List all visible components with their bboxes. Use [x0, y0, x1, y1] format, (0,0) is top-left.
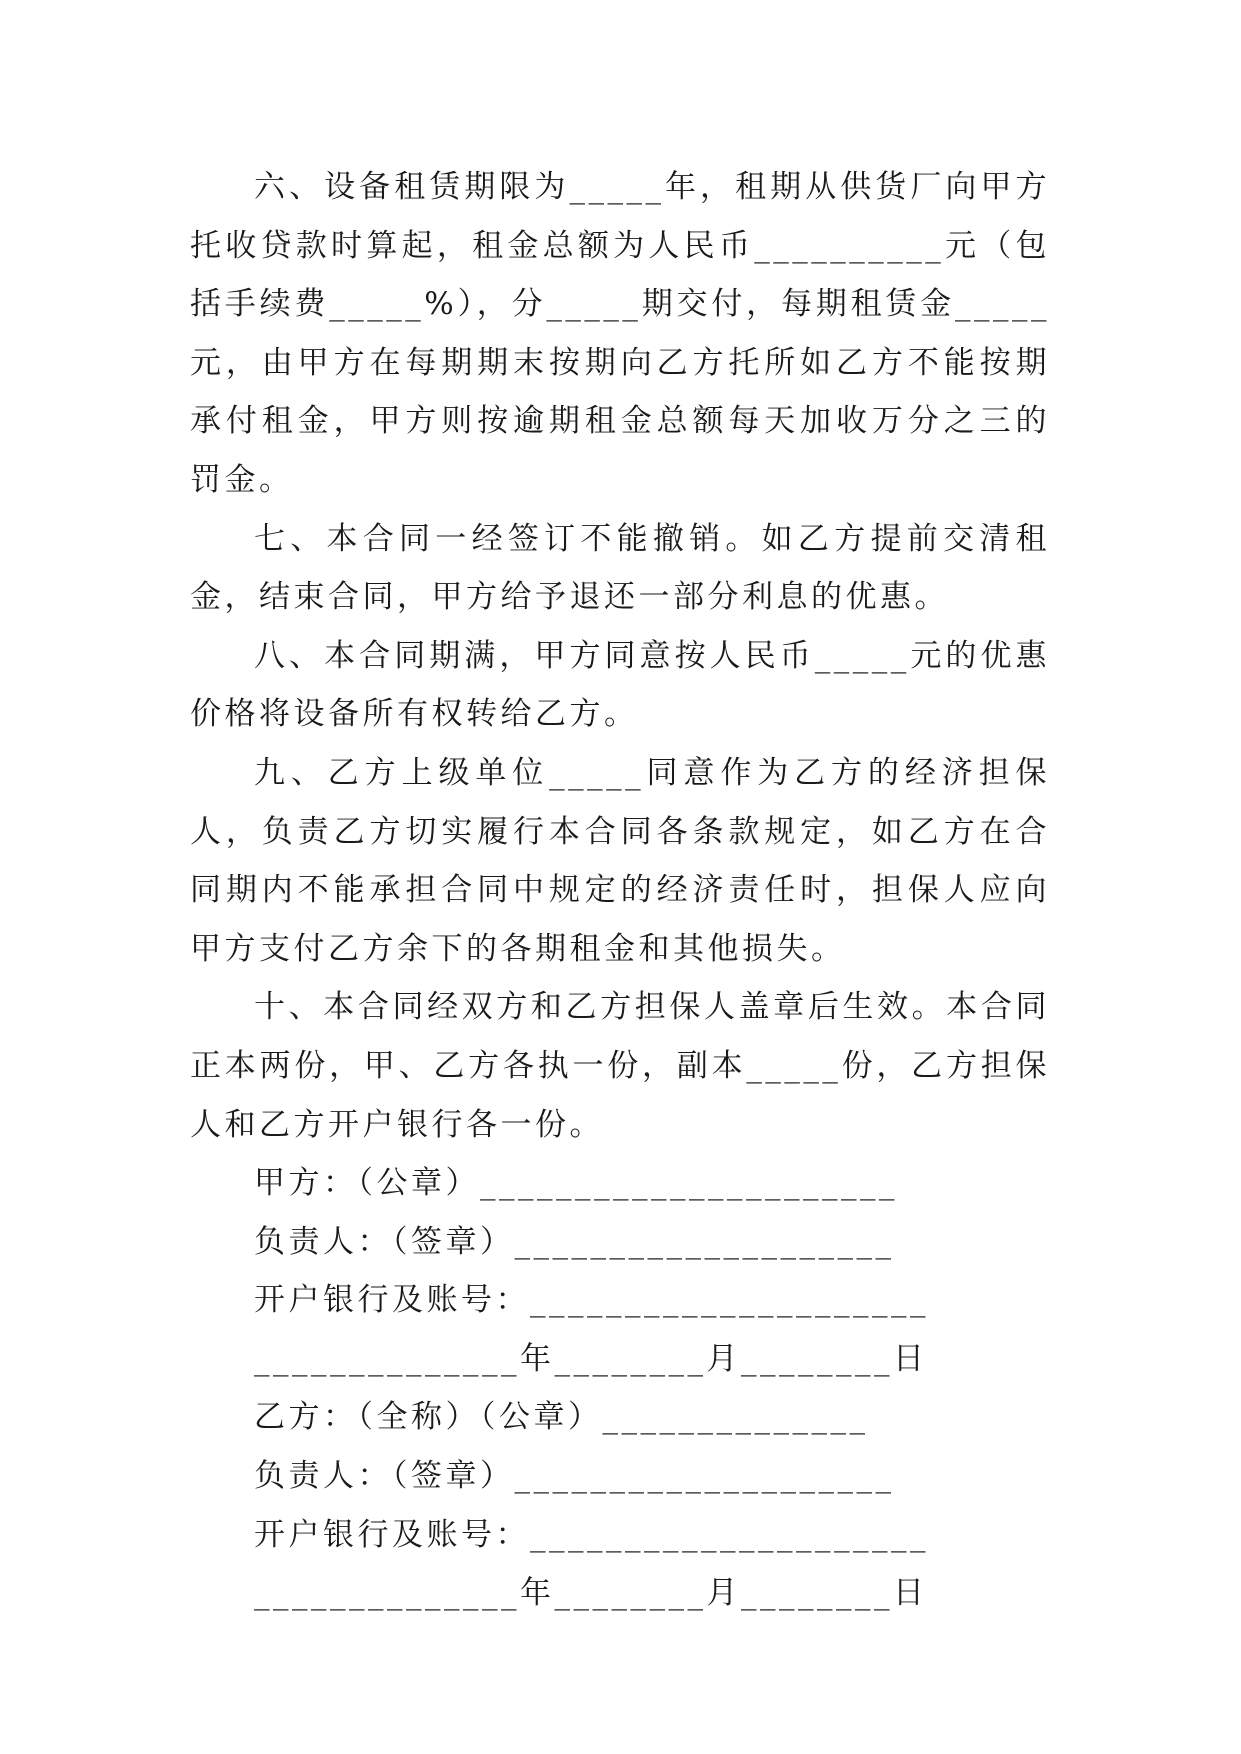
party-a-representative-line: 负责人：（签章）____________________ [254, 1223, 895, 1260]
clause-7: 七、本合同一经签订不能撤销。如乙方提前交清租金，结束合同，甲方给予退还一部分利息的优惠。 [190, 520, 1050, 616]
party-b-bank-account-line: 开户银行及账号：_____________________ [254, 1516, 929, 1553]
party-b-seal-line: 乙方：（全称）（公章）______________ [254, 1399, 869, 1436]
party-a-seal-line: 甲方：（公章）______________________ [254, 1165, 898, 1202]
clause-8: 八、本合同期满，甲方同意按人民币_____元的优惠价格将设备所有权转给乙方。 [190, 637, 1050, 733]
clause-6: 六、设备租赁期限为_____年，租期从供货厂向甲方托收贷款时算起，租金总额为人民币__________元（包括手续费_____%），分_____期交付，每期租赁金_____元，由甲方在每期期末按期向乙方托所如乙方不能按期承付租金，甲方则按逾期租金总额每天加收万分之三的罚金。 [190, 169, 1050, 498]
signature-block [190, 1154, 1050, 1623]
party-a-bank-account-line: 开户银行及账号：_____________________ [254, 1282, 929, 1319]
party-b-date-line: ______________年________月________日 [254, 1575, 928, 1612]
party-b-representative-line: 负责人：（签章）____________________ [254, 1458, 895, 1495]
contract-body [190, 158, 1050, 1623]
clause-9: 九、乙方上级单位_____同意作为乙方的经济担保人，负责乙方切实履行本合同各条款规定，如乙方在合同期内不能承担合同中规定的经济责任时，担保人应向甲方支付乙方余下的各期租金和其他损失。 [190, 754, 1050, 967]
party-a-date-line: ______________年________月________日 [254, 1340, 928, 1377]
clause-10: 十、本合同经双方和乙方担保人盖章后生效。本合同正本两份，甲、乙方各执一份，副本_____份，乙方担保人和乙方开户银行各一份。 [190, 989, 1050, 1143]
